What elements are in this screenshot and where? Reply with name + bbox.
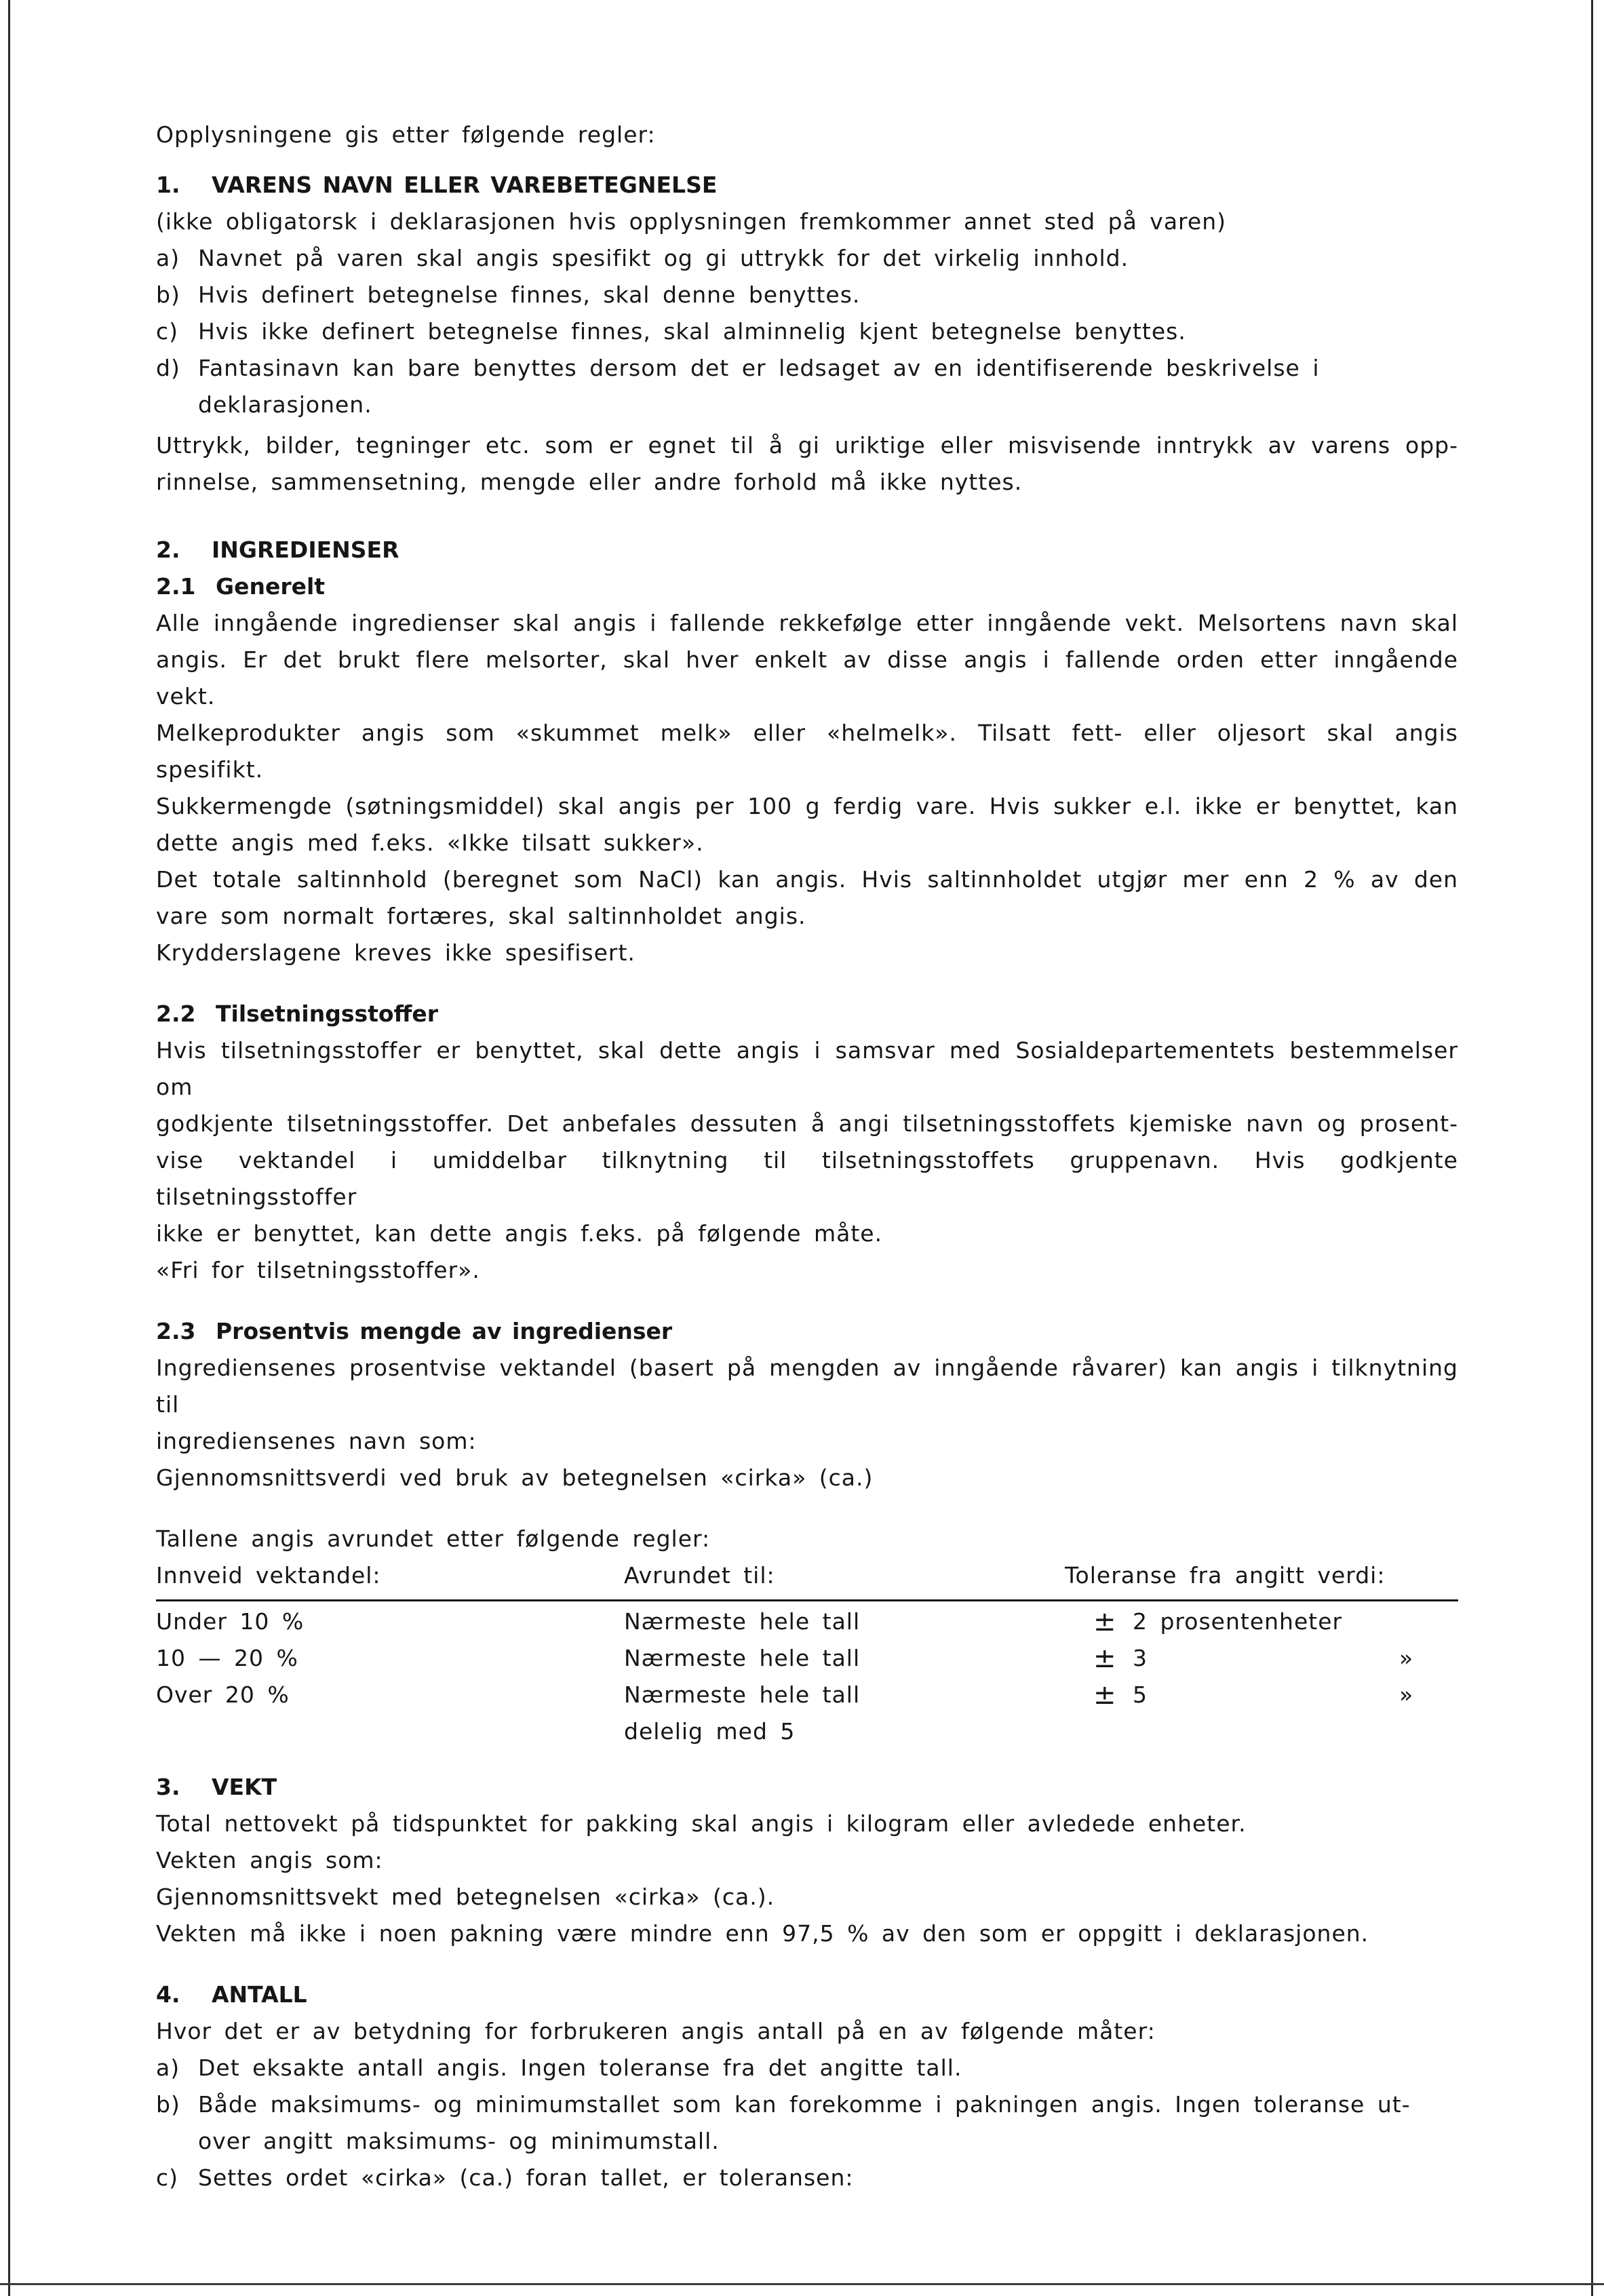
page-left-edge bbox=[8, 0, 10, 2296]
list-item-text: Navnet på varen skal angis spesifikt og gi uttrykk for det virkelig innhold. bbox=[198, 245, 1129, 271]
table-cell-tolerance: 5 bbox=[1133, 1681, 1148, 1708]
table-body bbox=[156, 1599, 1458, 1773]
paragraph-line: ikke er benyttet, kan dette angis f.eks. på følgende måte. bbox=[156, 1220, 883, 1247]
subsection-title: Generelt bbox=[216, 573, 326, 600]
paragraph-line: Ingrediensenes prosentvise vektandel (basert på mengden av inngående råvarer) kan angis i tilknytning til bbox=[156, 1355, 1458, 1418]
list-item-text: Hvis ikke definert betegnelse finnes, skal alminnelig kjent betegnelse benyttes. bbox=[198, 318, 1186, 345]
subsection-number: 2.2 bbox=[156, 1000, 196, 1027]
paragraph-line: angis. Er det brukt flere melsorter, skal hver enkelt av disse angis i fallende orden etter inngående vekt. bbox=[156, 646, 1458, 709]
table-header-cell: Toleranse fra angitt verdi: bbox=[1065, 1562, 1386, 1589]
paragraph-line: Alle inngående ingredienser skal angis i fallende rekkefølge etter inngående vekt. Melsortens navn skal bbox=[156, 610, 1458, 636]
subsection-title: Tilsetningsstoffer bbox=[216, 1000, 438, 1027]
paragraph-line: vise vektandel i umiddelbar tilknytning til tilsetningsstoffets gruppenavn. Hvis godkjente tilsetningsstoffer bbox=[156, 1147, 1458, 1210]
list-item-label: c) bbox=[156, 318, 179, 345]
list-item-label: a) bbox=[156, 245, 180, 271]
section-title: INGREDIENSER bbox=[212, 537, 399, 563]
list-item bbox=[156, 2086, 1458, 2123]
paragraph-line: Vekten angis som: bbox=[156, 1847, 383, 1873]
list-item-label: a) bbox=[156, 2055, 180, 2081]
paragraph-line: godkjente tilsetningsstoffer. Det anbefales dessuten å angi tilsetningsstoffets kjemiske navn og prosent- bbox=[156, 1110, 1458, 1137]
paragraph-line: Sukkermengde (søtningsmiddel) skal angis per 100 g ferdig vare. Hvis sukker e.l. ikke er benyttet, kan bbox=[156, 793, 1458, 819]
section-1-note: (ikke obligatorsk i deklarasjonen hvis opplysningen fremkommer annet sted på varen) bbox=[156, 208, 1226, 235]
list-item-continuation: over angitt maksimums- og minimumstall. bbox=[198, 2128, 720, 2154]
table-cell-rounded: delelig med 5 bbox=[624, 1718, 796, 1745]
paragraph-line: ingrediensenes navn som: bbox=[156, 1428, 477, 1454]
table-header-cell: Avrundet til: bbox=[624, 1562, 775, 1589]
table-row bbox=[156, 1677, 1458, 1713]
subsection-number: 2.3 bbox=[156, 1318, 196, 1344]
subsection-2-3-heading bbox=[156, 1313, 1458, 1350]
section-title: ANTALL bbox=[212, 1981, 307, 2008]
list-item-label: b) bbox=[156, 2091, 180, 2118]
table-header-cell: Innveid vektandel: bbox=[156, 1562, 381, 1589]
table-header bbox=[156, 1557, 1458, 1599]
section-number: 2. bbox=[156, 537, 180, 563]
table-cell-rounded: Nærmeste hele tall bbox=[624, 1681, 861, 1708]
list-item-continuation: deklarasjonen. bbox=[198, 391, 372, 418]
table-cell-tolerance: 2 prosentenheter bbox=[1133, 1608, 1343, 1635]
list-item bbox=[156, 2050, 1458, 2086]
ditto-mark: » bbox=[1399, 1645, 1414, 1671]
paragraph-line: Krydderslagene kreves ikke spesifisert. bbox=[156, 939, 635, 966]
paragraph-line: Hvor det er av betydning for forbrukeren angis antall på en av følgende måter: bbox=[156, 2018, 1156, 2044]
list-item-text: Både maksimums- og minimumstallet som kan forekomme i pakningen angis. Ingen toleranse ut- bbox=[198, 2091, 1411, 2118]
table-cell-weight: Over 20 % bbox=[156, 1681, 290, 1708]
list-item-label: d) bbox=[156, 355, 180, 381]
section-number: 1. bbox=[156, 172, 180, 198]
list-item-label: c) bbox=[156, 2164, 179, 2191]
rounding-table bbox=[156, 1557, 1458, 1773]
paragraph-line: Gjennomsnittsvekt med betegnelsen «cirka» (ca.). bbox=[156, 1884, 775, 1910]
list-item-label: b) bbox=[156, 281, 180, 308]
table-cell-rounded: Nærmeste hele tall bbox=[624, 1645, 861, 1671]
paragraph-line: vare som normalt fortæres, skal saltinnholdet angis. bbox=[156, 903, 806, 929]
page-right-edge bbox=[1591, 0, 1593, 2296]
section-4-heading bbox=[156, 1977, 1458, 2013]
section-1-heading bbox=[156, 167, 1458, 203]
section-1-paragraph-line: Uttrykk, bilder, tegninger etc. som er egnet til å gi uriktige eller misvisende inntrykk av varens opp- bbox=[156, 432, 1458, 459]
plus-minus-sign: ± bbox=[1093, 1679, 1117, 1711]
table-cell-tolerance: 3 bbox=[1133, 1645, 1148, 1671]
plus-minus-sign: ± bbox=[1093, 1606, 1117, 1637]
document-page bbox=[156, 117, 1458, 2196]
list-item-text: Fantasinavn kan bare benyttes dersom det er ledsaget av en identifiserende beskrivelse i bbox=[198, 355, 1320, 381]
page-bottom-edge bbox=[0, 2283, 1604, 2285]
section-title: VARENS NAVN ELLER VAREBETEGNELSE bbox=[212, 172, 718, 198]
paragraph-line: Vekten må ikke i noen pakning være mindre enn 97,5 % av den som er oppgitt i deklarasjonen. bbox=[156, 1920, 1369, 1947]
table-row bbox=[156, 1603, 1458, 1640]
paragraph-line: Det totale saltinnhold (beregnet som NaCl) kan angis. Hvis saltinnholdet utgjør mer enn 2 % av den bbox=[156, 866, 1458, 893]
plus-minus-sign: ± bbox=[1093, 1643, 1117, 1674]
list-item bbox=[156, 277, 1458, 313]
subsection-number: 2.1 bbox=[156, 573, 196, 600]
paragraph-line: «Fri for tilsetningsstoffer». bbox=[156, 1257, 480, 1283]
paragraph-line: Hvis tilsetningsstoffer er benyttet, skal dette angis i samsvar med Sosialdepartementets bestemmelser om bbox=[156, 1037, 1458, 1100]
table-row-continuation bbox=[156, 1713, 1458, 1750]
intro-text: Opplysningene gis etter følgende regler: bbox=[156, 121, 656, 148]
table-cell-weight: 10 — 20 % bbox=[156, 1645, 298, 1671]
table-intro: Tallene angis avrundet etter følgende regler: bbox=[156, 1525, 711, 1552]
table-cell-weight: Under 10 % bbox=[156, 1608, 305, 1635]
subsection-2-1-heading bbox=[156, 568, 1458, 605]
list-item bbox=[156, 350, 1458, 387]
list-item bbox=[156, 313, 1458, 350]
paragraph-line: Gjennomsnittsverdi ved bruk av betegnelsen «cirka» (ca.) bbox=[156, 1464, 874, 1491]
section-title: VEKT bbox=[212, 1774, 277, 1800]
section-number: 4. bbox=[156, 1981, 180, 2008]
section-number: 3. bbox=[156, 1774, 180, 1800]
list-item-text: Det eksakte antall angis. Ingen toleranse fra det angitte tall. bbox=[198, 2055, 962, 2081]
section-2-heading bbox=[156, 532, 1458, 568]
subsection-2-2-heading bbox=[156, 996, 1458, 1032]
list-item bbox=[156, 2160, 1458, 2196]
section-3-heading bbox=[156, 1769, 1458, 1806]
list-item-text: Settes ordet «cirka» (ca.) foran tallet, er toleransen: bbox=[198, 2164, 854, 2191]
list-item bbox=[156, 240, 1458, 277]
subsection-title: Prosentvis mengde av ingredienser bbox=[216, 1318, 673, 1344]
table-row bbox=[156, 1640, 1458, 1677]
table-cell-rounded: Nærmeste hele tall bbox=[624, 1608, 861, 1635]
ditto-mark: » bbox=[1399, 1681, 1414, 1708]
list-item-text: Hvis definert betegnelse finnes, skal denne benyttes. bbox=[198, 281, 861, 308]
paragraph-line: dette angis med f.eks. «Ikke tilsatt sukker». bbox=[156, 830, 704, 856]
paragraph-line: Melkeprodukter angis som «skummet melk» eller «helmelk». Tilsatt fett- eller oljesort skal angis spesifikt. bbox=[156, 720, 1458, 783]
section-1-paragraph-line: rinnelse, sammensetning, mengde eller andre forhold må ikke nyttes. bbox=[156, 469, 1023, 495]
paragraph-line: Total nettovekt på tidspunktet for pakking skal angis i kilogram eller avledede enheter. bbox=[156, 1810, 1247, 1837]
